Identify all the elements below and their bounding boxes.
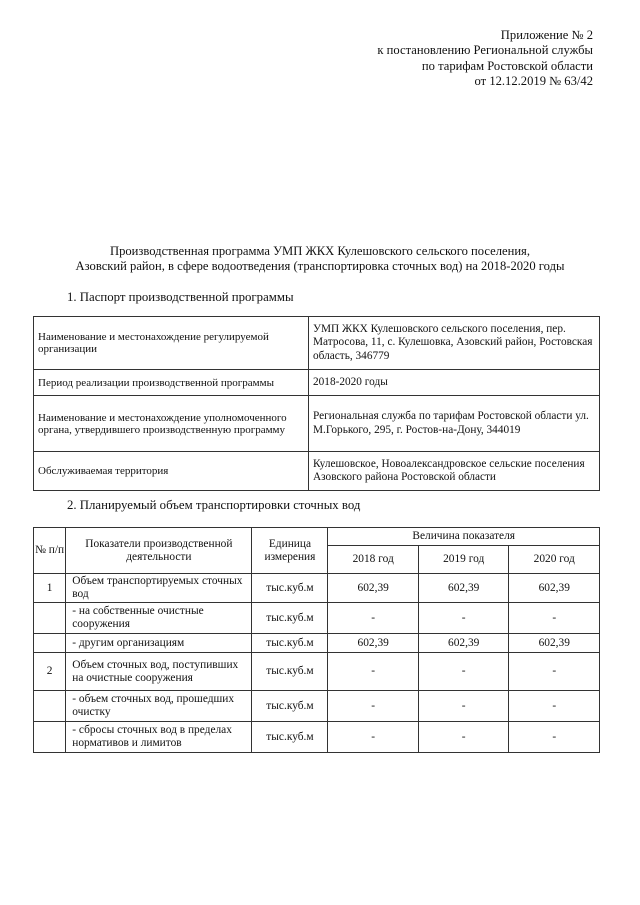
row-2020: 602,39 (509, 574, 600, 603)
row-unit: тыс.куб.м (252, 574, 328, 603)
annex-line: к постановлению Региональной службы (377, 43, 593, 58)
passport-value: Кулешовское, Новоалександровское сельские поселения Азовского района Ростовской области (309, 452, 600, 491)
annex-line: Приложение № 2 (500, 28, 593, 42)
row-2018: 602,39 (328, 574, 419, 603)
row-num (34, 722, 66, 753)
volume-table (33, 527, 600, 753)
row-2020: - (509, 691, 600, 722)
annex-header (377, 28, 593, 90)
row-2019: - (418, 653, 509, 691)
row-2018: - (328, 603, 419, 634)
row-name: - другим организациям (66, 634, 252, 653)
passport-row (34, 396, 600, 452)
table-row (34, 653, 600, 691)
passport-row (34, 317, 600, 370)
table-row (34, 691, 600, 722)
section-1-heading: 1. Паспорт производственной программы (67, 290, 294, 304)
row-2020: - (509, 603, 600, 634)
header-year: 2020 год (509, 546, 600, 574)
annex-line: от 12.12.2019 № 63/42 (474, 74, 593, 89)
row-name: Объем транспортируемых сточных вод (66, 574, 252, 603)
row-2019: 602,39 (418, 574, 509, 603)
header-year: 2019 год (418, 546, 509, 574)
row-unit: тыс.куб.м (252, 722, 328, 753)
row-2019: - (418, 722, 509, 753)
section-2-heading: 2. Планируемый объем транспортировки сточных вод (67, 498, 361, 512)
row-name: - на собственные очистные сооружения (66, 603, 252, 634)
passport-key: Период реализации производственной программы (34, 370, 309, 396)
row-num (34, 634, 66, 653)
header-group: Величина показателя (328, 528, 600, 546)
row-2018: - (328, 722, 419, 753)
header-row (34, 528, 600, 546)
header-name: Показатели производственной деятельности (66, 528, 252, 574)
passport-key: Обслуживаемая территория (34, 452, 309, 491)
table-row (34, 603, 600, 634)
row-2019: 602,39 (418, 634, 509, 653)
row-name: - сбросы сточных вод в пределах нормативов и лимитов (66, 722, 252, 753)
row-unit: тыс.куб.м (252, 653, 328, 691)
document-title (40, 244, 600, 275)
title-line: Азовский район, в сфере водоотведения (транспортировка сточных вод) на 2018-2020 годы (75, 259, 565, 274)
row-num: 2 (34, 653, 66, 691)
passport-row (34, 452, 600, 491)
header-year: 2018 год (328, 546, 419, 574)
title-line: Производственная программа УМП ЖКХ Кулешовского сельского поселения, (109, 244, 531, 258)
row-2018: - (328, 691, 419, 722)
row-2019: - (418, 603, 509, 634)
row-num: 1 (34, 574, 66, 603)
row-2019: - (418, 691, 509, 722)
passport-value: 2018-2020 годы (309, 370, 600, 396)
row-2020: - (509, 653, 600, 691)
row-num (34, 691, 66, 722)
row-2018: 602,39 (328, 634, 419, 653)
row-2020: - (509, 722, 600, 753)
row-num (34, 603, 66, 634)
header-num: № п/п (34, 528, 66, 574)
row-2020: 602,39 (509, 634, 600, 653)
row-name: - объем сточных вод, прошедших очистку (66, 691, 252, 722)
passport-table (33, 316, 600, 491)
table-row (34, 574, 600, 603)
table-row (34, 722, 600, 753)
passport-key: Наименование и местонахождение регулируемой организации (34, 317, 309, 370)
row-name: Объем сточных вод, поступивших на очистные сооружения (66, 653, 252, 691)
passport-row (34, 370, 600, 396)
table-row (34, 634, 600, 653)
annex-line: по тарифам Ростовской области (421, 58, 593, 73)
row-unit: тыс.куб.м (252, 691, 328, 722)
row-unit: тыс.куб.м (252, 603, 328, 634)
passport-value: УМП ЖКХ Кулешовского сельского поселения, пер. Матросова, 11, с. Кулешовка, Азовский район, Ростовская область, 346779 (309, 317, 600, 370)
header-unit: Единица измерения (252, 528, 328, 574)
row-unit: тыс.куб.м (252, 634, 328, 653)
passport-key: Наименование и местонахождение уполномоченного органа, утвердившего производственную программу (34, 396, 309, 452)
row-2018: - (328, 653, 419, 691)
passport-value: Региональная служба по тарифам Ростовской области ул. М.Горького, 295, г. Ростов-на-Дону, 344019 (309, 396, 600, 452)
